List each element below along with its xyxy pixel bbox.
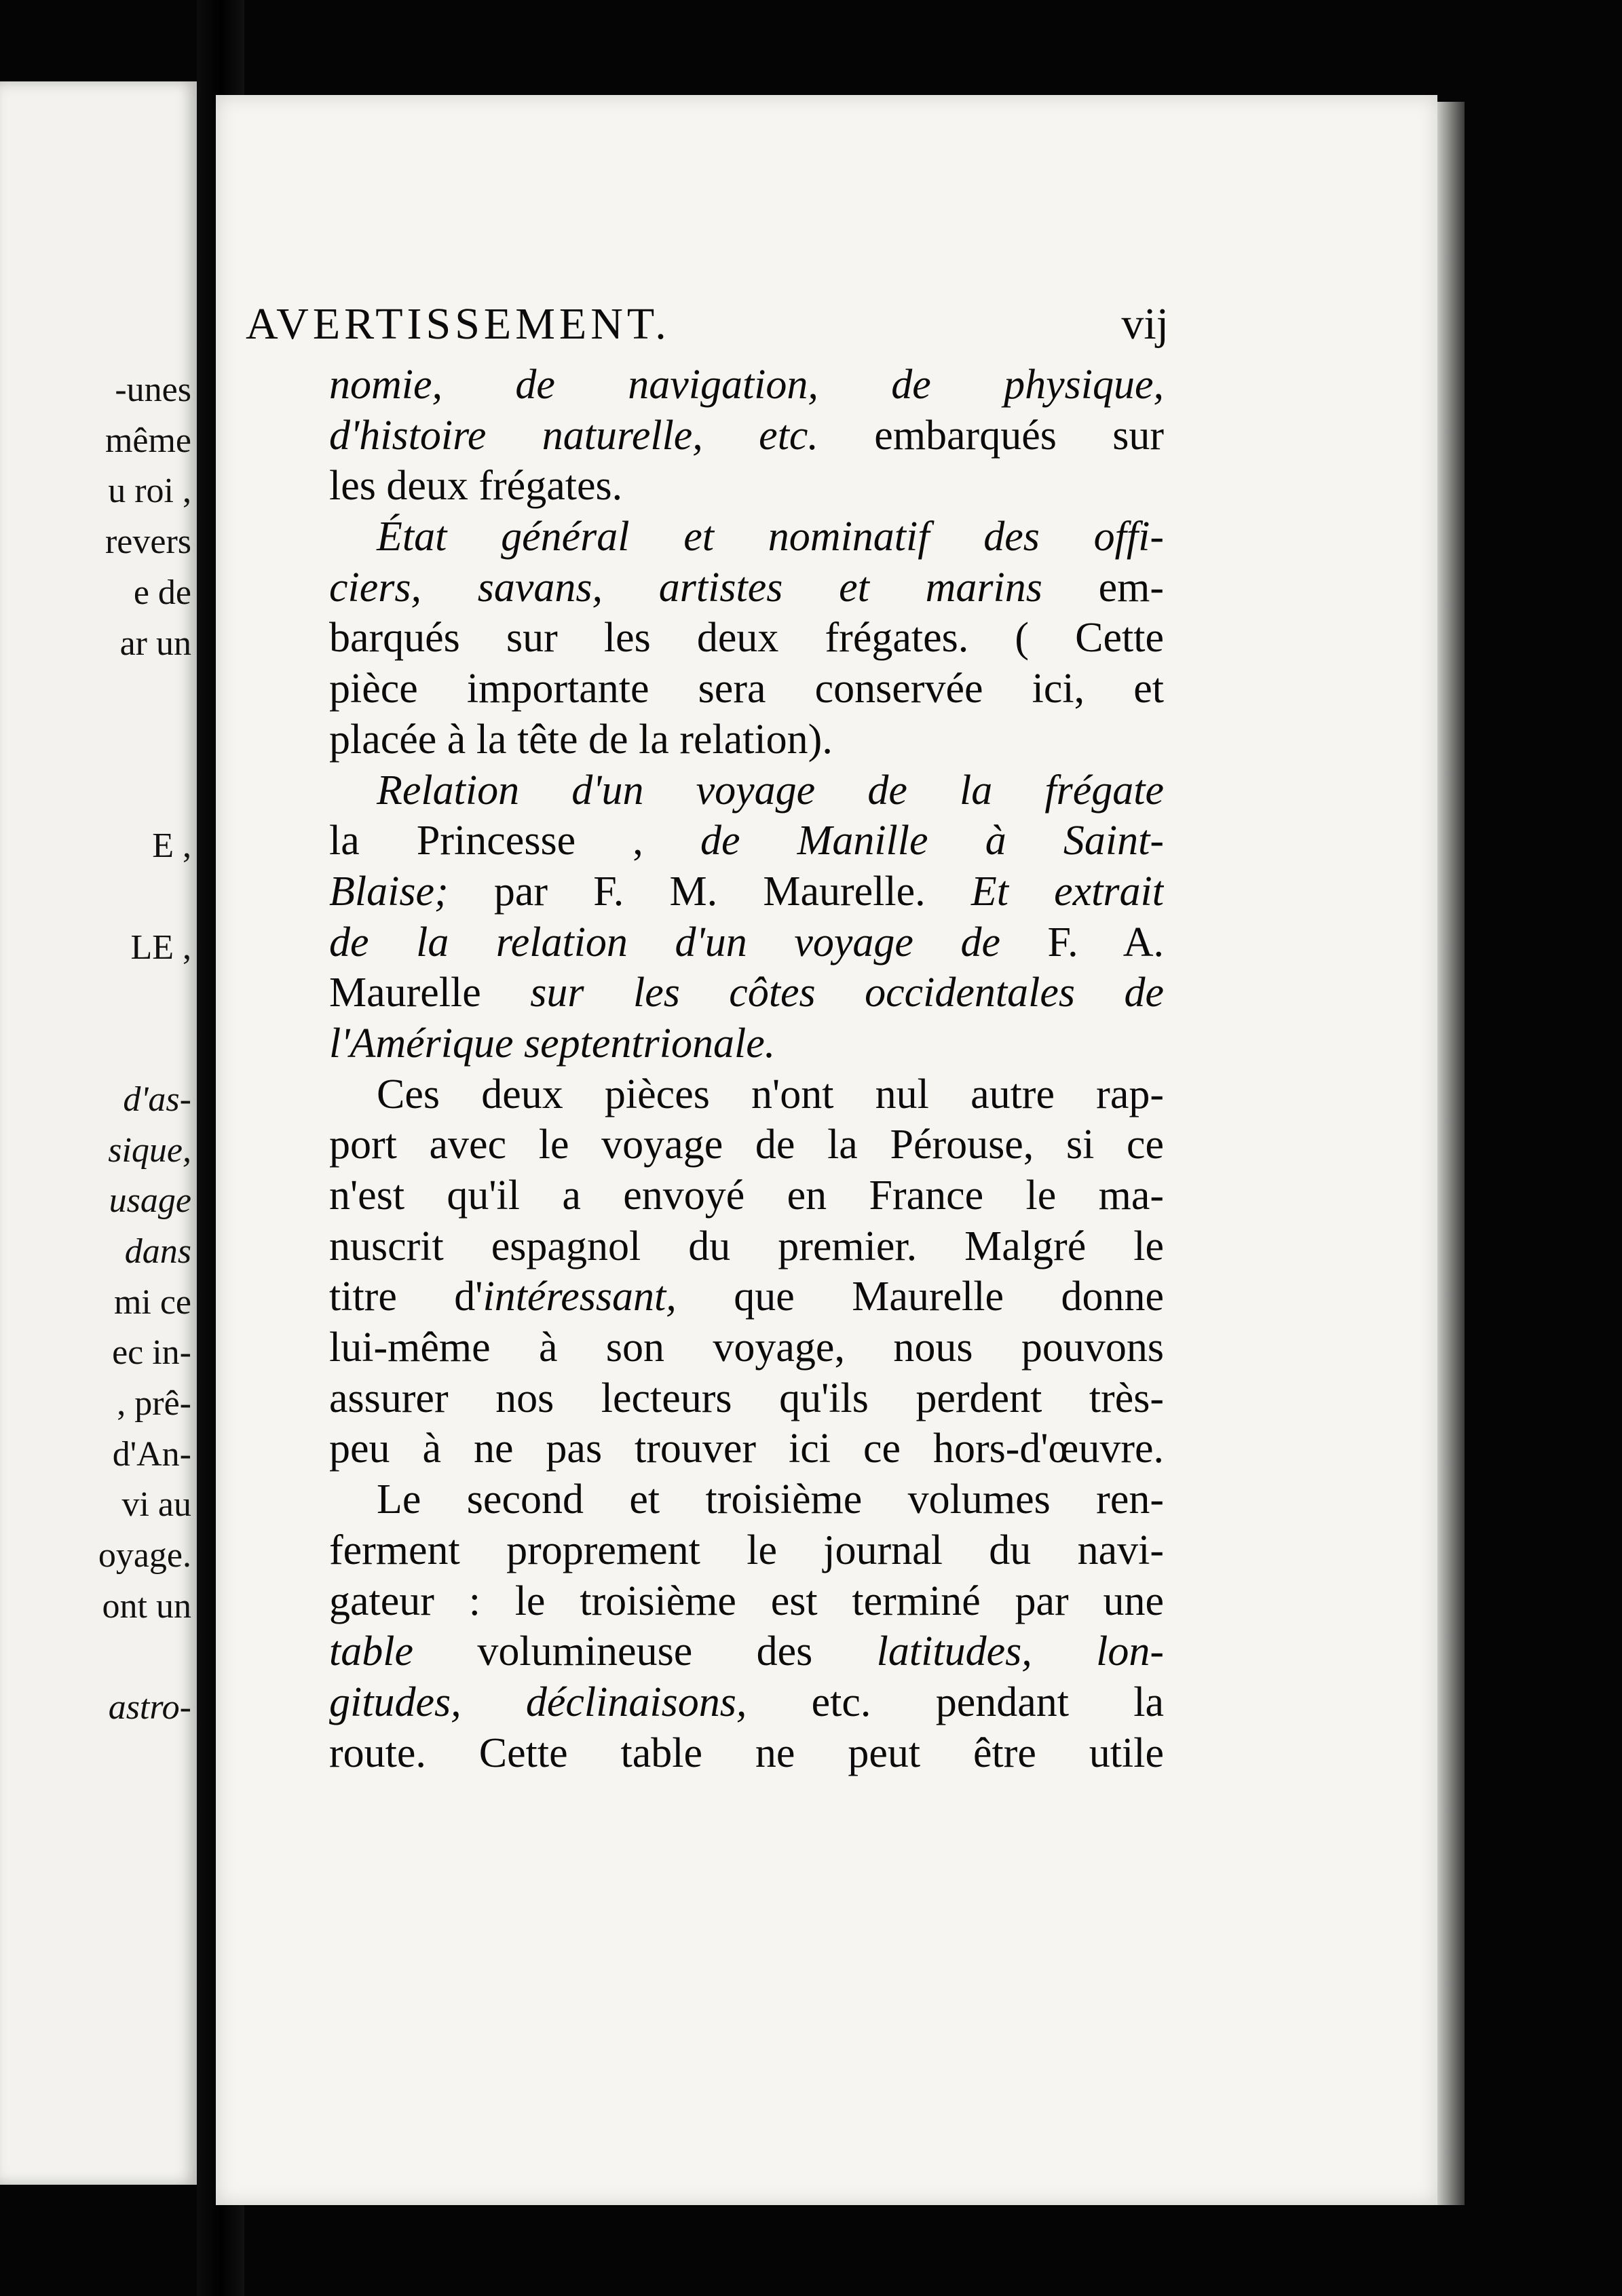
text-line bbox=[329, 1576, 1164, 1627]
roman-segment: nuscrit espagnol du premier. Malgré le bbox=[329, 1223, 1164, 1269]
text-line bbox=[329, 613, 1164, 664]
left-page-fragment: ec in- bbox=[112, 1333, 191, 1373]
page-header bbox=[246, 290, 1169, 358]
left-page bbox=[0, 81, 197, 2185]
text-line bbox=[329, 1677, 1164, 1728]
left-page-fragment: LE , bbox=[130, 927, 191, 967]
left-page-fragment: astro- bbox=[108, 1688, 191, 1727]
roman-segment: assurer nos lecteurs qu'ils perdent très- bbox=[329, 1375, 1164, 1421]
text-line bbox=[329, 1626, 1164, 1677]
roman-segment: par F. M. Maurelle. bbox=[448, 868, 971, 915]
text-line bbox=[329, 816, 1164, 866]
text-line bbox=[329, 1728, 1164, 1779]
roman-segment: que Maurelle donne bbox=[676, 1274, 1164, 1320]
left-page-fragment: u roi , bbox=[108, 472, 191, 511]
italic-segment: d'histoire naturelle, etc. bbox=[329, 412, 818, 459]
text-line bbox=[329, 562, 1164, 613]
text-line bbox=[329, 1170, 1164, 1221]
italic-segment: de la relation d'un voyage de bbox=[329, 919, 1000, 965]
running-head: AVERTISSEMENT. bbox=[246, 299, 671, 349]
left-page-fragment: vi au bbox=[121, 1485, 191, 1525]
text-line bbox=[329, 1525, 1164, 1576]
text-line bbox=[329, 1018, 1164, 1069]
italic-segment: nomie, de navigation, de physique, bbox=[329, 362, 1164, 408]
text-line bbox=[329, 866, 1164, 917]
italic-segment: Et extrait bbox=[970, 868, 1164, 915]
italic-segment: de Manille à Saint- bbox=[700, 818, 1164, 864]
roman-segment: lui-même à son voyage, nous pouvons bbox=[329, 1324, 1164, 1371]
left-page-fragment: ar un bbox=[119, 624, 191, 663]
page-number: vij bbox=[1121, 299, 1169, 349]
left-page-fragment: ont un bbox=[102, 1586, 191, 1626]
text-line bbox=[329, 1423, 1164, 1474]
left-page-fragment: , prê- bbox=[117, 1384, 191, 1423]
text-line bbox=[329, 1069, 1164, 1120]
text-line bbox=[329, 714, 1164, 765]
text-line bbox=[329, 765, 1164, 816]
left-page-fragment: E , bbox=[152, 826, 191, 866]
roman-segment: les deux frégates. bbox=[329, 463, 623, 510]
page-edge bbox=[1437, 102, 1465, 2205]
italic-segment: l'Amérique septentrionale. bbox=[329, 1020, 776, 1067]
italic-segment: État général et nominatif des offi- bbox=[377, 514, 1164, 560]
left-page-fragment: e de bbox=[133, 573, 191, 612]
text-line bbox=[329, 1271, 1164, 1322]
roman-segment: n'est qu'il a envoyé en France le ma- bbox=[329, 1172, 1164, 1219]
text-line bbox=[329, 1322, 1164, 1373]
italic-segment: sur les côtes occidentales de bbox=[530, 970, 1164, 1016]
left-page-fragment: dans bbox=[124, 1231, 191, 1271]
roman-segment: Maurelle bbox=[329, 970, 531, 1016]
roman-segment: placée à la tête de la relation). bbox=[329, 716, 833, 763]
roman-segment: embarqués sur bbox=[818, 412, 1164, 459]
text-line bbox=[329, 1120, 1164, 1170]
roman-segment: ferment proprement le journal du navi- bbox=[329, 1527, 1164, 1573]
italic-segment: gitudes, déclinaisons, bbox=[329, 1679, 747, 1725]
roman-segment: peu à ne pas trouver ici ce hors-d'œuvre. bbox=[329, 1426, 1164, 1472]
italic-segment: table bbox=[329, 1628, 413, 1675]
left-page-fragment: -unes bbox=[115, 370, 191, 409]
text-line bbox=[329, 917, 1164, 968]
text-line bbox=[329, 1474, 1164, 1525]
left-page-fragment: sique, bbox=[108, 1130, 191, 1170]
roman-segment: Ces deux pièces n'ont nul autre rap- bbox=[377, 1071, 1164, 1117]
left-page-fragment: revers bbox=[105, 522, 191, 562]
roman-segment: em- bbox=[1042, 564, 1164, 611]
roman-segment: F. A. bbox=[1000, 919, 1164, 965]
left-page-fragment: mi ce bbox=[113, 1282, 191, 1322]
roman-segment: volumineuse des bbox=[413, 1628, 877, 1675]
roman-segment: la Princesse , bbox=[329, 818, 700, 864]
text-line bbox=[329, 410, 1164, 461]
left-page-fragment: d'An- bbox=[112, 1434, 191, 1474]
roman-segment: route. Cette table ne peut être utile bbox=[329, 1729, 1164, 1776]
left-page-fragment: d'as- bbox=[123, 1079, 191, 1119]
text-line bbox=[329, 512, 1164, 562]
text-line bbox=[329, 360, 1164, 410]
roman-segment: pièce importante sera conservée ici, et bbox=[329, 666, 1164, 712]
italic-segment: intéressant, bbox=[483, 1274, 677, 1320]
left-page-fragment: même bbox=[105, 421, 191, 460]
roman-segment: gateur : le troisième est terminé par une bbox=[329, 1577, 1164, 1624]
text-line bbox=[329, 968, 1164, 1018]
text-line bbox=[329, 1373, 1164, 1424]
left-page-fragment: oyage. bbox=[98, 1536, 191, 1575]
roman-segment: Le second et troisième volumes ren- bbox=[377, 1476, 1164, 1523]
text-line bbox=[329, 461, 1164, 512]
italic-segment: Relation d'un voyage de la frégate bbox=[377, 767, 1164, 814]
text-line bbox=[329, 664, 1164, 714]
italic-segment: latitudes, lon- bbox=[876, 1628, 1164, 1675]
roman-segment: port avec le voyage de la Pérouse, si ce bbox=[329, 1122, 1164, 1168]
roman-segment: etc. pendant la bbox=[747, 1679, 1164, 1725]
text-line bbox=[329, 1221, 1164, 1272]
italic-segment: Blaise; bbox=[329, 868, 449, 915]
roman-segment: titre d' bbox=[329, 1274, 483, 1320]
body-text bbox=[329, 360, 1164, 1778]
italic-segment: ciers, savans, artistes et marins bbox=[329, 564, 1042, 611]
left-page-fragment: usage bbox=[109, 1181, 191, 1221]
roman-segment: barqués sur les deux frégates. ( Cette bbox=[329, 615, 1164, 662]
